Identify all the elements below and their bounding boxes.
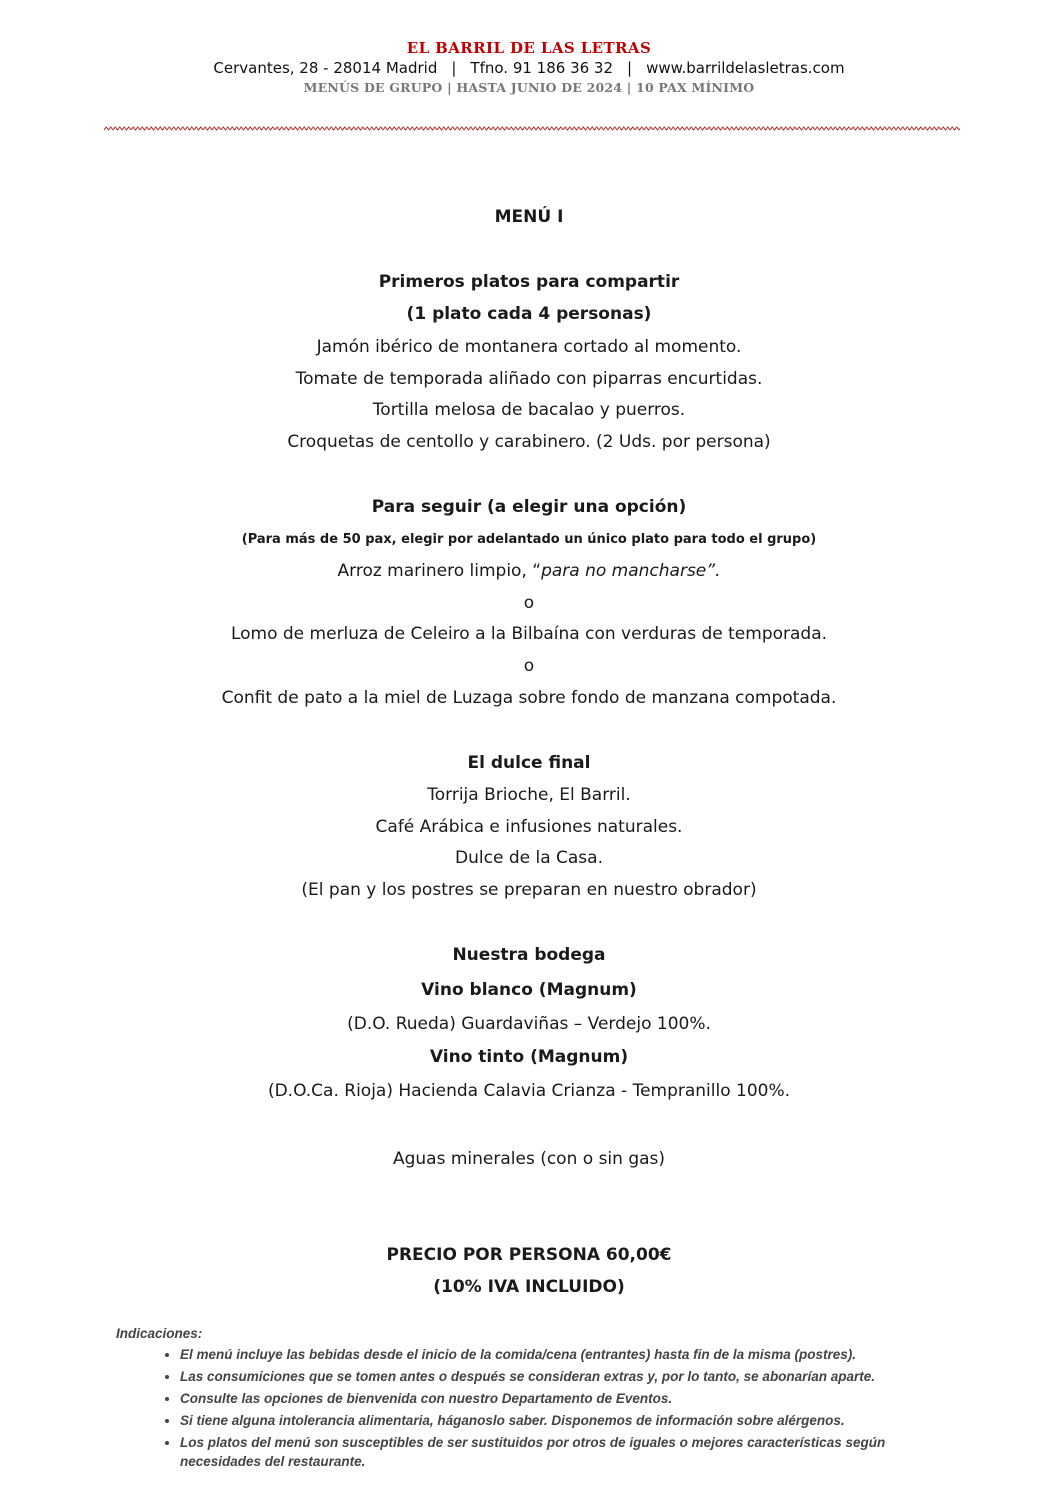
main-item: Confit de pato a la miel de Luzaga sobre fondo de manzana compotada. (221, 688, 837, 708)
main-item: Lomo de merluza de Celeiro a la Bilbaína con verduras de temporada. (230, 624, 828, 644)
desserts-heading: El dulce final (467, 753, 591, 773)
starters-heading: Primeros platos para compartir (378, 272, 680, 292)
starter-item: Tortilla melosa de bacalao y puerros. (372, 400, 686, 420)
note-item: • Consulte las opciones de bienvenida con nuestro Departamento de Eventos. (180, 1389, 956, 1408)
starter-item: Croquetas de centollo y carabinero. (2 Uds. por persona) (287, 432, 771, 452)
dessert-item: Café Arábica e infusiones naturales. (375, 817, 683, 837)
note-item: • Los platos del menú son susceptibles de ser sustituidos por otros de iguales o mejores características según necesidades del restaurante. (180, 1433, 956, 1471)
main-item: Arroz marinero limpio, “para no mancharse”. (337, 561, 721, 581)
red-wine: (D.O.Ca. Rioja) Hacienda Calavia Crianza - Tempranillo 100%. (267, 1081, 791, 1101)
letterhead (0, 38, 1058, 97)
dessert-item: (El pan y los postres se preparan en nuestro obrador) (301, 880, 757, 900)
decorative-divider (104, 124, 960, 134)
red-wine-heading: Vino tinto (Magnum) (429, 1047, 629, 1067)
notes-heading: Indicaciones: (116, 1326, 203, 1341)
starter-item: Jamón ibérico de montanera cortado al momento. (316, 337, 742, 357)
note-item: • Si tiene alguna intolerancia alimentaria, háganoslo saber. Disponemos de información sobre alérgenos. (180, 1411, 956, 1430)
white-wine-heading: Vino blanco (Magnum) (421, 980, 637, 1000)
restaurant-name: EL BARRIL DE LAS LETRAS (406, 39, 652, 57)
price-per-person: PRECIO POR PERSONA 60,00€ (386, 1245, 672, 1265)
menu-title: MENÚ I (494, 207, 564, 227)
starters-note: (1 plato cada 4 personas) (406, 304, 652, 324)
separator: | (627, 59, 633, 77)
tax-note: (10% IVA INCLUIDO) (433, 1277, 625, 1297)
mains-note: (Para más de 50 pax, elegir por adelantado un único plato para todo el grupo) (241, 532, 817, 547)
phone: Tfno. 91 186 36 32 (470, 59, 614, 77)
menu-subtitle: MENÚS DE GRUPO | HASTA JUNIO DE 2024 | 10 PAX MÍNIMO (303, 80, 755, 95)
white-wine: (D.O. Rueda) Guardaviñas – Verdejo 100%. (347, 1014, 711, 1034)
or-separator: o (523, 593, 535, 613)
water: Aguas minerales (con o sin gas) (392, 1149, 666, 1169)
notes-section (116, 1324, 956, 1474)
starter-item: Tomate de temporada aliñado con piparras encurtidas. (295, 369, 763, 389)
note-item: • El menú incluye las bebidas desde el inicio de la comida/cena (entrantes) hasta fin de la misma (postres). (180, 1345, 956, 1364)
note-item: • Las consumiciones que se tomen antes o después se consideran extras y, por lo tanto, se abonarían aparte. (180, 1367, 956, 1386)
separator: | (451, 59, 457, 77)
wine-heading: Nuestra bodega (452, 945, 606, 965)
address: Cervantes, 28 - 28014 Madrid (213, 59, 438, 77)
dessert-item: Dulce de la Casa. (455, 848, 603, 868)
website[interactable]: www.barrildelasletras.com (646, 59, 845, 77)
notes-list (116, 1345, 956, 1471)
or-separator: o (523, 656, 535, 676)
dessert-item: Torrija Brioche, El Barril. (427, 785, 631, 805)
mains-heading: Para seguir (a elegir una opción) (371, 497, 687, 517)
contact-line (0, 58, 1058, 79)
